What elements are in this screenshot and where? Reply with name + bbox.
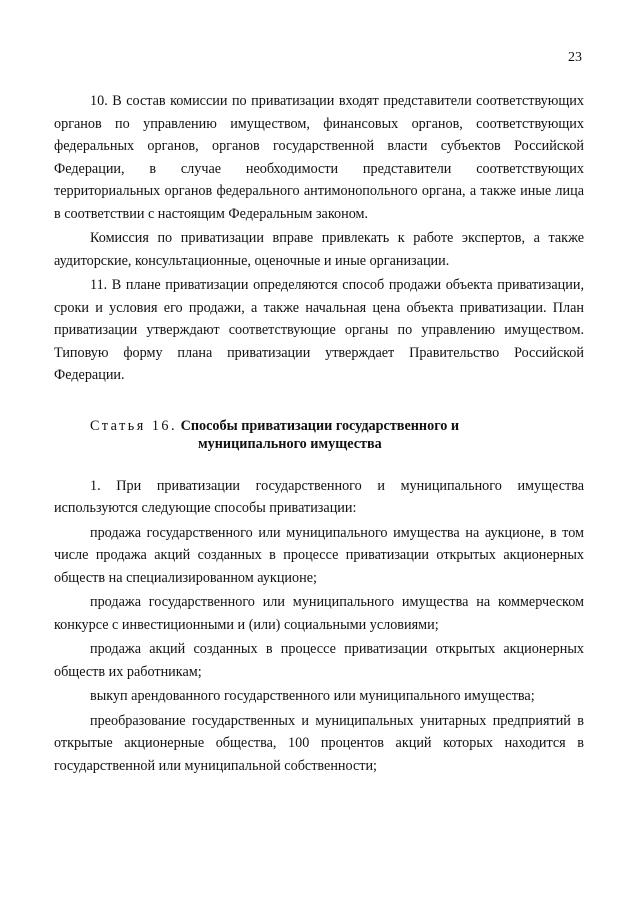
- paragraph-method-auction: продажа государственного или муниципального имущества на аукционе, в том числе продажа акций созданных в процессе приватизации открытых акционерных обществ на специализированном аукционе;: [54, 524, 584, 586]
- paragraph-item-1: 1. При приватизации государственного и муниципального имущества используются следующие способы приватизации:: [54, 477, 584, 516]
- page-number: 23: [568, 50, 582, 65]
- paragraph-item-11: 11. В плане приватизации определяются способ продажи объекта приватизации, сроки и условия его продажи, а также начальная цена объекта приватизации. План приватизации утверждают соответствующие органы по управлению имуществом. Типовую форму плана приватизации утверждает Правительство Российской Федерации.: [54, 277, 584, 383]
- paragraph-method-competition: продажа государственного или муниципального имущества на коммерческом конкурсе с инвестиционными и (или) социальными условиями;: [54, 594, 584, 633]
- paragraph-method-transformation: преобразование государственных и муниципальных унитарных предприятий в открытые акционерные общества, 100 процентов акций которых находится в государственной или муниципальной собственности;: [54, 712, 584, 774]
- article-heading: [90, 417, 584, 453]
- paragraph-method-employees: продажа акций созданных в процессе приватизации открытых акционерных обществ их работникам;: [54, 641, 584, 680]
- article-title-line2: муниципального имущества: [198, 435, 382, 452]
- article-label: Статья 16.: [90, 417, 178, 434]
- paragraph-commission-experts: Комиссия по приватизации вправе привлекать к работе экспертов, а также аудиторские, консультационные, оценочные и иные организации.: [54, 230, 584, 269]
- document-body: [54, 90, 584, 777]
- paragraph-method-buyout: выкуп арендованного государственного или муниципального имущества;: [90, 688, 535, 704]
- article-title-line1: Способы приватизации государственного и: [180, 417, 460, 434]
- paragraph-item-10: 10. В состав комиссии по приватизации входят представители соответствующих органов по управлению имуществом, финансовых органов, соответствующих федеральных органов, органов государственной власти субъектов Российской Федерации, в случае необходимости представители соответствующих территориальных органов федерального антимонопольного органа, а также иные лица в соответствии с настоящим Федеральным законом.: [54, 93, 584, 222]
